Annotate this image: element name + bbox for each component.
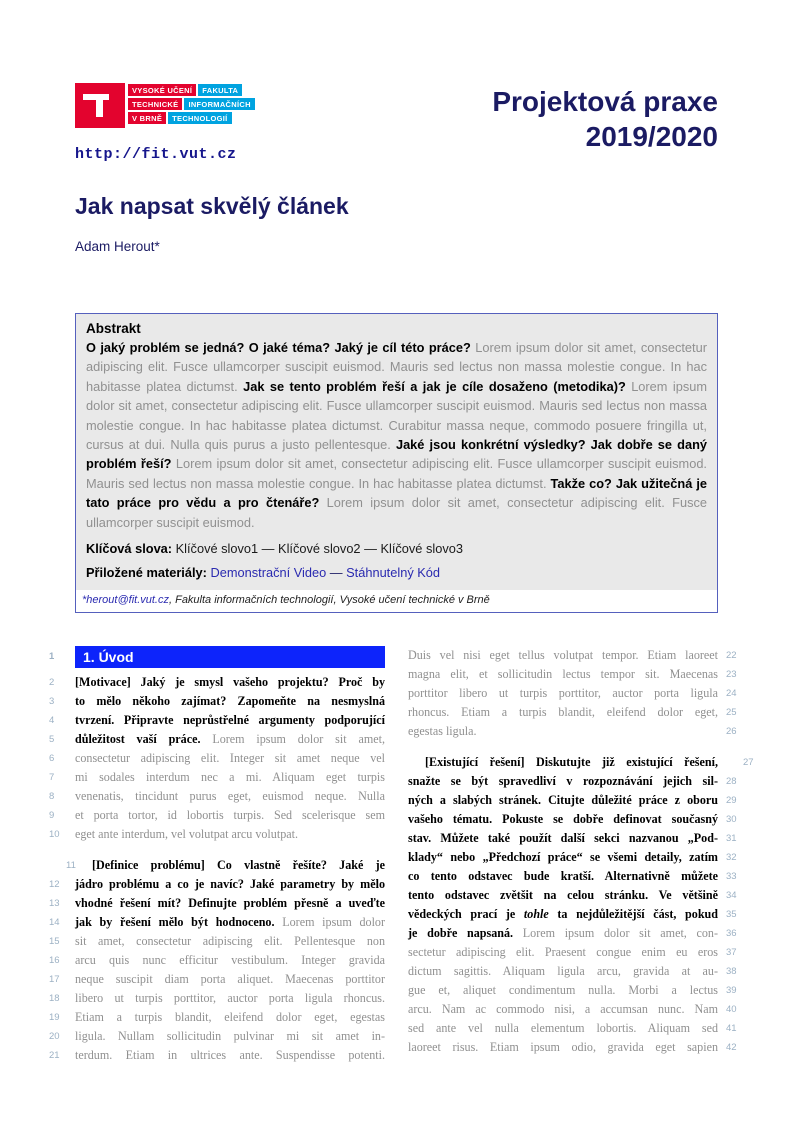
- line-number: 24: [726, 688, 737, 699]
- text-line: [49, 673, 385, 692]
- text-segment: [Motivace] Jaký je smysl vašeho projektu? Proč by: [75, 675, 385, 689]
- text-segment: venenatis, tincidunt purus eget, euismod neque. Nulla: [75, 789, 385, 803]
- line-number: 26: [726, 726, 737, 737]
- line-number: 12: [49, 879, 60, 890]
- text-segment: sed ante vel nulla elementum lobortis. Aliquam sed: [408, 1021, 718, 1035]
- line-number: 13: [49, 898, 60, 909]
- text-line: [49, 711, 385, 730]
- line-number: 42: [726, 1042, 737, 1053]
- keywords-label: Klíčová slova:: [86, 541, 173, 557]
- text-segment: Lorem ipsum dolor: [282, 915, 385, 929]
- line-number: 31: [726, 833, 737, 844]
- line-number: 5: [49, 734, 55, 745]
- text-line: [49, 787, 385, 806]
- line-number: 9: [49, 810, 55, 821]
- text-segment: je dobře napsaná.: [408, 926, 523, 940]
- line-number: 11: [66, 860, 76, 871]
- text-line: [408, 905, 737, 924]
- materials-separator: —: [326, 565, 347, 581]
- line-number: 23: [726, 669, 737, 680]
- line-number: 39: [726, 985, 737, 996]
- author-footnote: [76, 590, 717, 612]
- logo-chip: INFORMAČNÍCH: [184, 98, 254, 110]
- line-number: 18: [49, 993, 60, 1004]
- text-line: [49, 970, 385, 989]
- text-segment: eget ante interdum, vel volutpat arcu volutpat.: [75, 827, 298, 841]
- line-number: 28: [726, 776, 737, 787]
- text-line: [49, 932, 385, 951]
- line-number: 20: [49, 1031, 60, 1042]
- materials-line: [86, 565, 707, 580]
- section-heading-bar: [49, 646, 385, 668]
- text-segment: gue et, aliquet condimentum nulla. Morbi a lectus: [408, 983, 718, 997]
- site-url-link[interactable]: http://fit.vut.cz: [75, 146, 237, 163]
- line-number: 2: [49, 677, 55, 688]
- text-segment: Etiam a turpis blandit, eleifend dolor eget, egestas: [75, 1010, 385, 1024]
- text-line: [408, 703, 737, 722]
- text-segment: klady“ nebo „Předchozí práce“ se všemi detaily, zatím: [408, 850, 718, 864]
- line-number: 19: [49, 1012, 60, 1023]
- line-number: 7: [49, 772, 55, 783]
- right-column: [408, 646, 754, 1057]
- text-segment: rhoncus. Etiam a turpis blandit, eleifend dolor eget,: [408, 705, 718, 719]
- text-segment: Takže co? Jak užitečná je tato práce pro vědu a pro čtenáře?: [86, 475, 707, 511]
- text-segment: porttitor libero ut turpis porttitor, auctor porta ligula: [408, 686, 718, 700]
- line-number: 10: [49, 829, 60, 840]
- text-segment: Lorem ipsum dolor sit amet, consectetur adipiscing elit. Fusce ullamcorper suscipit euismod. Mauris sed lectus non massa molestie congue. In hac habitasse platea dictumst.: [86, 456, 707, 491]
- author-affiliation: , Fakulta informačních technologií, Vysoké učení technické v Brně: [168, 594, 490, 607]
- line-number: 32: [726, 852, 737, 863]
- text-segment: [Definice problému] Co vlastně řešíte? Jaké je: [92, 858, 385, 872]
- course-title-line2: 2019/2020: [585, 121, 718, 152]
- text-line: [408, 722, 737, 741]
- text-line: [408, 1038, 737, 1057]
- line-number: 38: [726, 966, 737, 977]
- text-segment: Lorem ipsum dolor sit amet, con-: [522, 926, 719, 940]
- text-line: [49, 730, 385, 749]
- text-line: [408, 684, 737, 703]
- text-segment: co tento odstavec bude kratší. Alternativně můžete: [408, 869, 718, 883]
- logo-chip: V BRNĚ: [128, 112, 166, 124]
- line-number: 37: [726, 947, 737, 958]
- course-title: [492, 84, 718, 154]
- text-segment: ligula. Nullam sollicitudin pulvinar mi sit amet in-: [75, 1029, 385, 1043]
- line-number: 1: [49, 651, 55, 662]
- text-line: [408, 1000, 737, 1019]
- text-segment: tohle: [523, 907, 549, 921]
- course-title-line1: Projektová praxe: [492, 86, 718, 117]
- text-line: [49, 875, 385, 894]
- line-number: 8: [49, 791, 55, 802]
- article-title: Jak napsat skvělý článek: [75, 193, 349, 219]
- text-segment: tento odstavec zvětšit na celou stránku. Ve většině: [408, 888, 718, 902]
- text-line: [408, 791, 737, 810]
- text-line: [66, 856, 385, 875]
- text-segment: laoreet risus. Etiam ipsum odio, gravida eget sapien: [408, 1040, 718, 1054]
- text-line: [408, 848, 737, 867]
- text-segment: mi sodales interdum nec a mi. Aliquam eget turpis: [75, 770, 385, 784]
- text-line: [408, 981, 737, 1000]
- text-segment: Lorem ipsum dolor sit amet, consectetur adipiscing elit. Fusce ullamcorper suscipit euismod. Mauris sed lectus non massa molestie congue. In hac habitasse platea dictumst.: [86, 340, 707, 394]
- text-segment: ta nejdůležitější část, pokud: [548, 907, 719, 921]
- text-segment: Duis vel nisi eget tellus volutpat tempor. Etiam laoreet: [408, 648, 718, 662]
- text-segment: to mělo někoho zajímat? Zapomeňte na nesmyslná: [75, 694, 385, 708]
- materials-video-link[interactable]: Demonstrační Video: [210, 565, 327, 581]
- author-email-link[interactable]: *herout@fit.vut.cz: [82, 594, 169, 607]
- logo-chip: VYSOKÉ UČENÍ: [128, 84, 196, 96]
- logo-chip: TECHNICKÉ: [128, 98, 182, 110]
- text-segment: [Existující řešení] Diskutujte již existující řešení,: [425, 755, 718, 769]
- text-line: [408, 943, 737, 962]
- text-segment: Lorem ipsum dolor sit amet,: [212, 732, 385, 746]
- text-segment: arcu. Nam ac commodo nisi, a accumsan nunc. Nam: [408, 1002, 718, 1016]
- logo-chip: FAKULTA: [198, 84, 242, 96]
- line-number: 30: [726, 814, 737, 825]
- text-segment: sit amet, consectetur adipiscing elit. Pellentesque non: [75, 934, 385, 948]
- line-number: 34: [726, 890, 737, 901]
- logo-text-block: [128, 83, 255, 128]
- text-line: [408, 962, 737, 981]
- text-segment: egestas ligula.: [408, 724, 477, 738]
- text-segment: ných a slabých stránek. Citujte důležité práce z oboru: [408, 793, 718, 807]
- line-number: 6: [49, 753, 55, 764]
- left-column: [49, 646, 385, 1065]
- logo-text-row: [128, 112, 255, 124]
- text-line: [408, 924, 737, 943]
- vut-fit-logo: [75, 83, 255, 128]
- line-number: 21: [49, 1050, 60, 1061]
- logo-chip: TECHNOLOGIÍ: [168, 112, 231, 124]
- text-segment: dictum sagittis. Aliquam ligula arcu, gravida at au-: [408, 964, 718, 978]
- text-segment: et porta tortor, id lobortis turpis. Sed scelerisque sem: [75, 808, 385, 822]
- text-segment: Lorem ipsum dolor sit amet, consectetur adipiscing elit. Fusce ullamcorper suscipit euismod.: [86, 495, 707, 530]
- abstract-heading: Abstrakt: [86, 321, 141, 336]
- text-line: [408, 810, 737, 829]
- keywords-values: Klíčové slovo1 — Klíčové slovo2 — Klíčové slovo3: [172, 541, 463, 557]
- line-number: 29: [726, 795, 737, 806]
- text-segment: snažte se být spravedliví v rozpoznávání jejich sil-: [408, 774, 718, 788]
- text-segment: jak by řešení mělo být hodnoceno.: [75, 915, 283, 929]
- line-number: 25: [726, 707, 737, 718]
- text-segment: terdum. Etiam in ultrices ante. Suspendisse potenti.: [75, 1048, 385, 1062]
- text-line: [408, 1019, 737, 1038]
- line-number: 17: [49, 974, 60, 985]
- line-number: 22: [726, 650, 737, 661]
- text-line: [49, 825, 385, 844]
- text-segment: arcu quis nunc efficitur vestibulum. Integer gravida: [75, 953, 385, 967]
- text-segment: libero ut turpis porttitor, auctor porta ligula rhoncus.: [75, 991, 385, 1005]
- text-line: [408, 886, 737, 905]
- text-line: [49, 1027, 385, 1046]
- line-number: 14: [49, 917, 60, 928]
- line-number: 35: [726, 909, 737, 920]
- abstract-text: [86, 338, 707, 532]
- text-line: [49, 692, 385, 711]
- text-segment: vašeho tématu. Pokuste se dobře definovat současný: [408, 812, 718, 826]
- text-line: [49, 806, 385, 825]
- text-segment: stav. Můžete také použít další sekci nazvanou „Pod-: [408, 831, 718, 845]
- text-segment: O jaký problém se jedná? O jaké téma? Jaký je cíl této práce?: [86, 340, 476, 355]
- materials-label: Přiložené materiály:: [86, 565, 207, 581]
- text-line: [49, 989, 385, 1008]
- text-segment: vědeckých prací je: [408, 907, 524, 921]
- text-segment: jádro problému a co je navíc? Jaké parametry by mělo: [75, 877, 385, 891]
- abstract-body-area: [76, 314, 717, 590]
- text-segment: vhodné řešení mít? Definujte problém přesně a uveďte: [75, 896, 385, 910]
- text-line: [49, 913, 385, 932]
- materials-code-link[interactable]: Stáhnutelný Kód: [346, 565, 441, 581]
- vut-logo-mark-icon: [75, 83, 125, 128]
- logo-text-row: [128, 84, 255, 96]
- text-line: [49, 894, 385, 913]
- text-line: [408, 753, 754, 772]
- author-name: Adam Herout*: [75, 239, 160, 254]
- text-segment: důležitost vaší práce.: [75, 732, 213, 746]
- text-line: [408, 867, 737, 886]
- text-segment: Jaké jsou konkrétní výsledky? Jak dobře se daný problém řeší?: [86, 437, 708, 472]
- line-number: 3: [49, 696, 55, 707]
- text-line: [49, 1008, 385, 1027]
- logo-text-row: [128, 98, 255, 110]
- text-line: [49, 768, 385, 787]
- line-number: 41: [726, 1023, 737, 1034]
- text-line: [49, 951, 385, 970]
- text-line: [408, 665, 737, 684]
- line-number: 4: [49, 715, 55, 726]
- line-number: 15: [49, 936, 60, 947]
- text-segment: tvrzení. Připravte neprůstřelné argumenty podporující: [75, 713, 385, 727]
- line-number: 16: [49, 955, 60, 966]
- text-segment: consectetur adipiscing elit. Integer sit amet neque vel: [75, 751, 385, 765]
- text-segment: neque suscipit diam porta aliquet. Maecenas porttitor: [75, 972, 385, 986]
- keywords-line: [86, 541, 707, 556]
- text-segment: sectetur adipiscing elit. Praesent congue enim eu eros: [408, 945, 718, 959]
- line-number: 33: [726, 871, 737, 882]
- line-number: 27: [743, 757, 754, 768]
- abstract-box: [75, 313, 718, 613]
- line-number: 36: [726, 928, 737, 939]
- text-line: [408, 646, 737, 665]
- text-line: [408, 829, 737, 848]
- text-line: [49, 1046, 385, 1065]
- text-segment: Lorem ipsum dolor sit amet, consectetur adipiscing elit. Fusce ullamcorper suscipit euismod. Mauris sed lectus non massa molestie congue. In hac habitasse platea dictumst. Curabitur massa neque, commodo posuere fringilla ut, cursus at dui. Nulla quis purus a justo pellentesque.: [86, 378, 708, 453]
- line-number: 40: [726, 1004, 737, 1015]
- text-segment: Jak se tento problém řeší a jak je cíle dosaženo (metodika)?: [243, 378, 632, 394]
- text-line: [408, 772, 737, 791]
- section-heading: 1. Úvod: [83, 649, 134, 665]
- text-segment: magna elit, et sollicitudin lectus tempor sit. Maecenas: [408, 667, 718, 681]
- text-line: [49, 749, 385, 768]
